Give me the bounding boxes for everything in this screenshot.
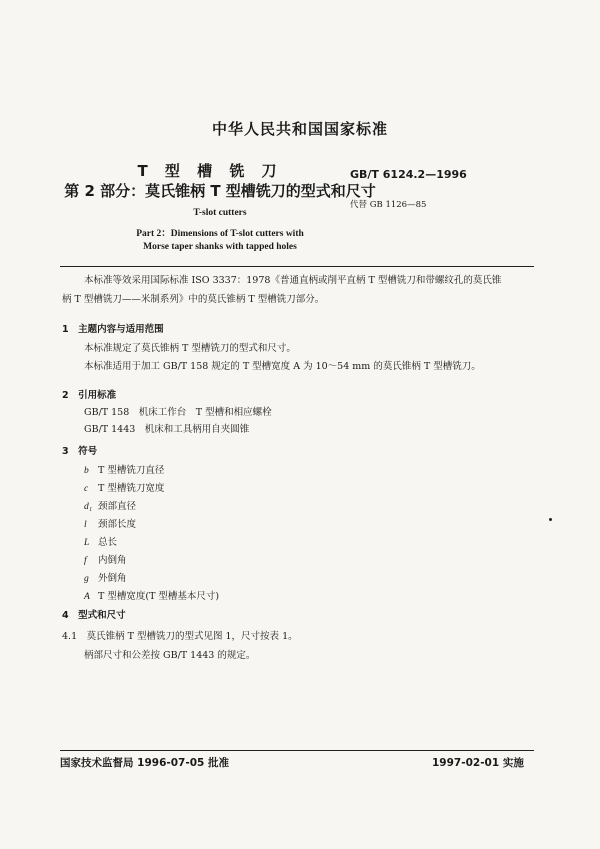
section-line: 本标准规定了莫氏锥柄 T 型槽铣刀的型式和尺寸。 (84, 343, 296, 354)
symbol: A (84, 592, 90, 602)
english-title-line: Part 2：Dimensions of T-slot cutters with (136, 229, 304, 239)
symbol: f (84, 556, 87, 566)
symbol-entry (84, 516, 136, 530)
symbol-description: 内倒角 (98, 555, 127, 566)
symbol: c (84, 484, 89, 494)
symbol: l (84, 520, 87, 530)
national-standard-heading: 中华人民共和国国家标准 (211, 120, 388, 138)
symbol-entry (84, 588, 219, 602)
symbol-entry (84, 534, 117, 548)
replaces-standard: 代替 GB 1126—85 (350, 200, 427, 210)
symbol-entry (84, 552, 127, 566)
english-title-line: Morse taper shanks with tapped holes (143, 242, 297, 252)
document-subtitle: 第 2 部分：莫氏锥柄 T 型槽铣刀的型式和尺寸 (64, 182, 376, 200)
section-heading: 2 引用标准 (62, 390, 117, 401)
implementation-date: 1997-02-01 实施 (432, 757, 524, 769)
symbol: g (84, 574, 89, 584)
symbol-description: 外倒角 (98, 573, 127, 584)
symbol-entry (84, 462, 164, 476)
section-heading: 3 符号 (62, 446, 98, 457)
symbol-description: T 型槽铣刀宽度 (98, 483, 165, 494)
english-title-line: T-slot cutters (193, 208, 247, 218)
section-heading: 4 型式和尺寸 (62, 610, 126, 621)
symbol-description: 颈部直径 (98, 501, 137, 512)
standard-number: GB/T 6124.2—1996 (350, 168, 467, 181)
reference-line: GB/T 158 机床工作台 T 型槽和相应螺栓 (84, 407, 272, 418)
symbol-entry (84, 570, 127, 584)
approval-date: 国家技术监督局 1996-07-05 批准 (60, 757, 229, 769)
symbol-description: T 型槽铣刀直径 (98, 465, 165, 476)
symbol-entry (84, 480, 164, 494)
intro-line: 柄 T 型槽铣刀——米制系列》中的莫氏锥柄 T 型槽铣刀部分。 (62, 294, 325, 305)
document-title: T 型 槽 铣 刀 (137, 162, 283, 180)
symbol: b (84, 466, 89, 476)
symbol-entry (84, 498, 136, 512)
symbol: L (84, 538, 90, 548)
top-divider (60, 266, 534, 267)
section-line: 本标准适用于加工 GB/T 158 规定的 T 型槽宽度 A 为 10～54 mm 的莫氏锥柄 T 型槽铣刀。 (84, 361, 481, 372)
intro-line: 本标准等效采用国际标准 ISO 3337：1978《普通直柄或削平直柄 T 型槽铣刀和带螺纹孔的莫氏锥 (84, 275, 502, 286)
scan-speck (549, 518, 552, 521)
symbol: d₁ (84, 502, 93, 512)
section-line: 柄部尺寸和公差按 GB/T 1443 的规定。 (84, 650, 256, 661)
symbol-description: 颈部长度 (98, 519, 137, 530)
section-line: 4.1 莫氏锥柄 T 型槽铣刀的型式见图 1，尺寸按表 1。 (62, 631, 298, 642)
section-heading: 1 主题内容与适用范围 (62, 324, 164, 335)
reference-line: GB/T 1443 机床和工具柄用自夹圆锥 (84, 424, 250, 435)
symbol-description: T 型槽宽度(T 型槽基本尺寸) (98, 591, 220, 602)
bottom-divider (60, 750, 534, 751)
symbol-description: 总长 (98, 537, 118, 548)
